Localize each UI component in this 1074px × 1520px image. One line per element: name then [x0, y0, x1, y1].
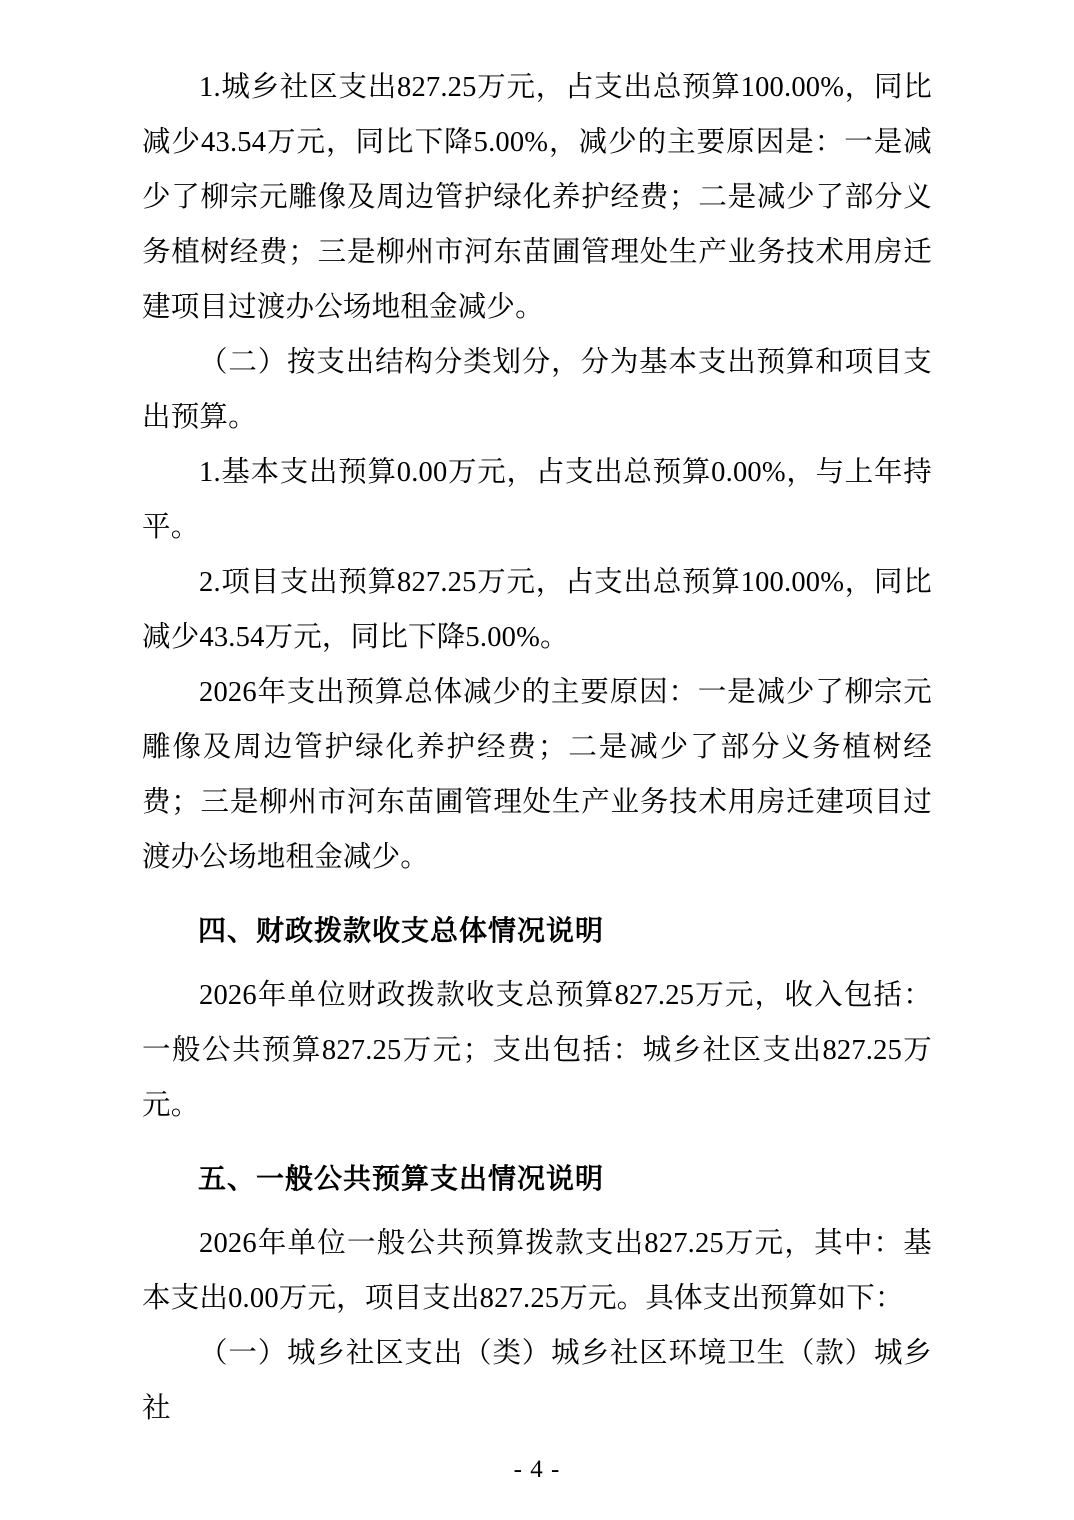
- paragraph-structure-classification: （二）按支出结构分类划分，分为基本支出预算和项目支出预算。: [142, 347, 932, 433]
- paragraph-project-expenditure: 2.项目支出预算827.25万元，占支出总预算100.00%，同比减少43.54万元，同比下降5.00%。: [142, 567, 932, 653]
- paragraph-general-public-budget-expenditure: 2026年单位一般公共预算拨款支出827.25万元，其中：基本支出0.00万元，项目支出827.25万元。具体支出预算如下：: [142, 1228, 932, 1314]
- paragraph-decrease-reasons: 2026年支出预算总体减少的主要原因：一是减少了柳宗元雕像及周边管护绿化养护经费；二是减少了部分义务植树经费；三是柳州市河东苗圃管理处生产业务技术用房迁建项目过渡办公场地租金减少。: [142, 677, 932, 873]
- paragraph-expenditure-community: 1.城乡社区支出827.25万元，占支出总预算100.00%，同比减少43.54万元，同比下降5.00%，减少的主要原因是：一是减少了柳宗元雕像及周边管护绿化养护经费；二是减少了部分义务植树经费；三是柳州市河东苗圃管理处生产业务技术用房迁建项目过渡办公场地租金减少。: [142, 72, 932, 323]
- section-heading-five: 五、一般公共预算支出情况说明: [198, 1162, 605, 1195]
- paragraph-community-environment-sanitation: （一）城乡社区支出（类）城乡社区环境卫生（款）城乡社: [142, 1338, 932, 1424]
- paragraph-basic-expenditure: 1.基本支出预算0.00万元，占支出总预算0.00%，与上年持平。: [142, 457, 932, 543]
- page-number: - 4 -: [513, 1456, 561, 1483]
- document-body: [142, 60, 932, 1436]
- paragraph-fiscal-appropriation-total: 2026年单位财政拨款收支总预算827.25万元，收入包括：一般公共预算827.25万元；支出包括：城乡社区支出827.25万元。: [142, 980, 932, 1121]
- section-heading-four: 四、财政拨款收支总体情况说明: [198, 914, 605, 947]
